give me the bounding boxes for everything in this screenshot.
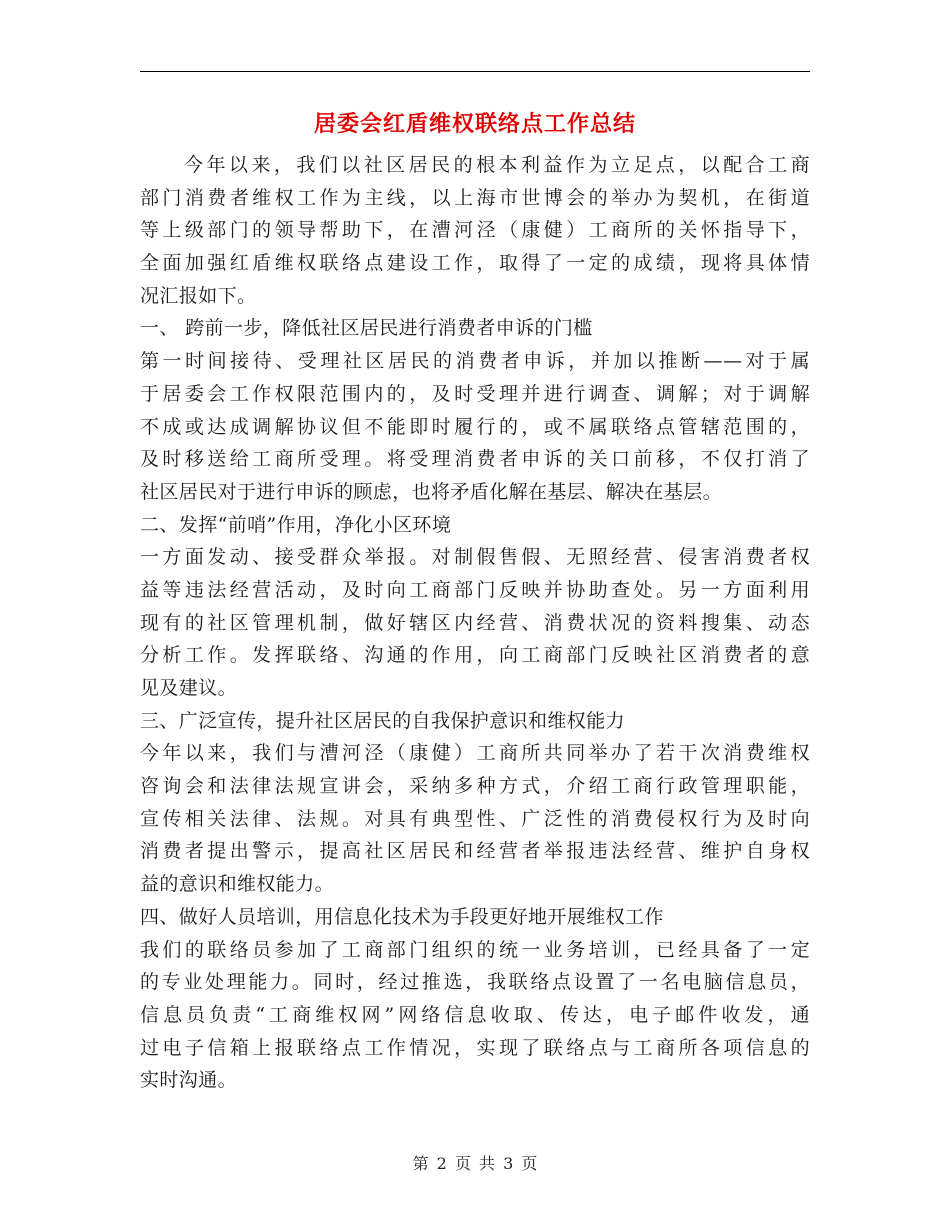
document-title: 居委会红盾维权联络点工作总结 bbox=[313, 112, 636, 137]
text-line: 等上级部门的领导帮助下，在漕河泾（康健）工商所的关怀指导下， bbox=[140, 219, 810, 242]
header-rule bbox=[140, 71, 810, 72]
text-line: 过电子信箱上报联络点工作情况，实现了联络点与工商所各项信息的 bbox=[140, 1036, 810, 1059]
page-number: 第 2 页 共 3 页 bbox=[412, 1154, 538, 1173]
text-line: 宣传相关法律、法规。对具有典型性、广泛性的消费侵权行为及时向 bbox=[140, 807, 810, 830]
text-line: 分析工作。发挥联络、沟通的作用，向工商部门反映社区消费者的意 bbox=[140, 644, 810, 667]
text-line: 见及建议。 bbox=[140, 677, 238, 699]
section-heading-4: 四、做好人员培训，用信息化技术为手段更好地开展维权工作 bbox=[140, 905, 664, 928]
document-body bbox=[140, 149, 810, 1097]
text-line: 全面加强红盾维权联络点建设工作，取得了一定的成绩，现将具体情 bbox=[140, 252, 810, 275]
text-line: 第一时间接待、受理社区居民的消费者申诉，并加以推断——对于属 bbox=[140, 350, 810, 373]
text-line: 今年以来，我们以社区居民的根本利益作为立足点，以配合工商 bbox=[184, 154, 810, 176]
text-line: 消费者提出警示，提高社区居民和经营者举报违法经营、维护自身权 bbox=[140, 840, 810, 863]
text-line: 益等违法经营活动，及时向工商部门反映并协助查处。另一方面利用 bbox=[140, 578, 810, 601]
section-heading-2: 二、发挥“前哨”作用，净化小区环境 bbox=[140, 513, 452, 536]
text-line: 信息员负责“工商维权网”网络信息收取、传达，电子邮件收发，通 bbox=[140, 1003, 810, 1026]
text-line: 实时沟通。 bbox=[140, 1069, 238, 1092]
text-line: 今年以来，我们与漕河泾（康健）工商所共同举办了若干次消费维权 bbox=[140, 742, 810, 765]
section-heading-3: 三、广泛宣传，提升社区居民的自我保护意识和维权能力 bbox=[140, 709, 626, 732]
text-line: 不成或达成调解协议但不能即时履行的，或不属联络点管辖范围的， bbox=[140, 415, 810, 438]
section-heading-1: 一、 跨前一步，降低社区居民进行消费者申诉的门槛 bbox=[140, 317, 593, 340]
text-line: 社区居民对于进行申诉的顾虑，也将矛盾化解在基层、解决在基层。 bbox=[140, 480, 723, 503]
text-line: 于居委会工作权限范围内的，及时受理并进行调查、调解；对于调解 bbox=[140, 382, 810, 405]
text-line: 现有的社区管理机制，做好辖区内经营、消费状况的资料搜集、动态 bbox=[140, 611, 810, 634]
text-line: 一方面发动、接受群众举报。对制假售假、无照经营、侵害消费者权 bbox=[140, 546, 810, 569]
text-line: 况汇报如下。 bbox=[140, 284, 257, 307]
text-line: 益的意识和维权能力。 bbox=[140, 873, 335, 896]
text-line: 咨询会和法律法规宣讲会，采纳多种方式，介绍工商行政管理职能， bbox=[140, 775, 810, 798]
text-line: 及时移送给工商所受理。将受理消费者申诉的关口前移，不仅打消了 bbox=[140, 448, 810, 471]
text-line: 我们的联络员参加了工商部门组织的统一业务培训，已经具备了一定 bbox=[140, 938, 810, 961]
text-line: 部门消费者维权工作为主线，以上海市世博会的举办为契机，在街道 bbox=[140, 186, 810, 209]
text-line: 的专业处理能力。同时，经过推选，我联络点设置了一名电脑信息员， bbox=[140, 971, 810, 994]
